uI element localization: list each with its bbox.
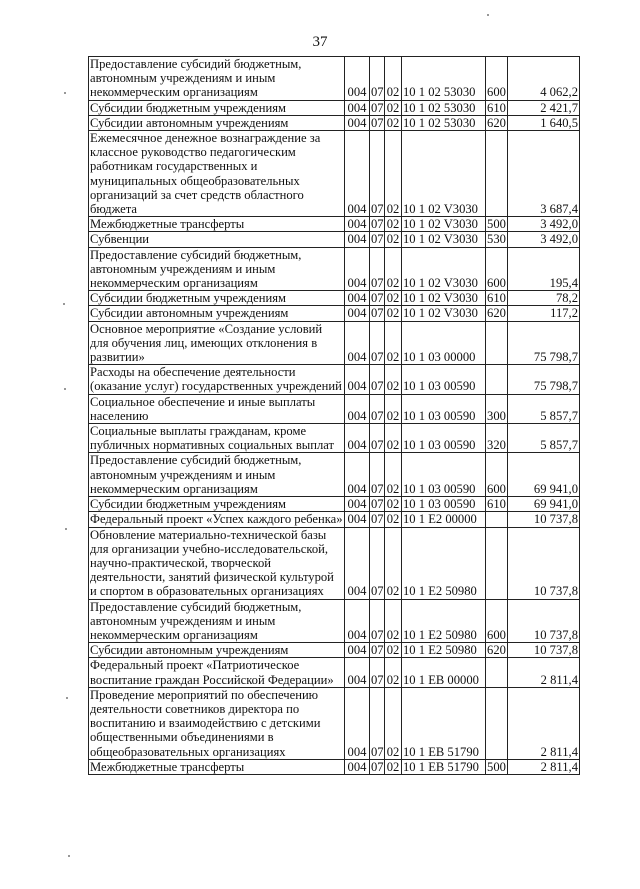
- expense-type-cell: [486, 687, 508, 759]
- expense-type-cell: [486, 527, 508, 599]
- section-code-cell: 07: [371, 497, 384, 512]
- expense-type-cell: 500: [487, 217, 506, 232]
- ministry-code-cell: 004: [345, 115, 370, 130]
- expense-type-cell: 600: [486, 57, 508, 101]
- target-article-cell: 10 1 E2 00000: [402, 512, 486, 527]
- amount-cell: 1 640,5: [508, 115, 580, 130]
- section-code-cell: 07: [371, 306, 384, 321]
- table-row: [89, 643, 580, 658]
- target-article-cell: 10 1 EB 00000: [402, 658, 486, 687]
- subsection-code-cell: 02: [385, 643, 402, 658]
- target-article-cell: 10 1 02 V3030: [402, 217, 486, 232]
- scan-speck: [63, 303, 65, 305]
- subsection-code-cell: 02: [385, 497, 402, 512]
- section-code-cell: 07: [370, 57, 385, 101]
- section-code-cell: 07: [370, 247, 385, 291]
- row-name-cell: Социальное обеспечение и иные выплаты населению: [89, 394, 345, 423]
- table-row: [89, 115, 580, 130]
- expense-type-cell: 620: [487, 643, 506, 658]
- scan-speck: [66, 697, 68, 699]
- expense-type-cell: 610: [487, 497, 506, 512]
- target-article-cell: 10 1 03 00000: [402, 321, 486, 365]
- row-name-cell: Субсидии бюджетным учреждениям: [89, 100, 345, 115]
- row-name-cell: Ежемесячное денежное вознаграждение за классное руководство педагогическим работникам государственных и муниципальных общеобразовательных организаций за счет средств областного бюджета: [89, 131, 345, 217]
- expense-type-cell: 610: [487, 291, 506, 306]
- subsection-code-cell: 02: [385, 100, 402, 115]
- amount-cell: 69 941,0: [508, 497, 580, 512]
- subsection-code-cell: 02: [385, 321, 402, 365]
- amount-cell: 2 811,4: [508, 687, 580, 759]
- section-code-cell: 07: [371, 512, 384, 527]
- amount-cell: 2 421,7: [508, 100, 580, 115]
- ministry-code-cell: 004: [345, 232, 370, 247]
- table-row: [89, 247, 580, 291]
- amount-cell: 75 798,7: [508, 365, 580, 394]
- target-article-cell: 10 1 E2 50980: [402, 599, 486, 643]
- table-row: [89, 217, 580, 232]
- ministry-code-cell: 004: [345, 658, 370, 687]
- table-row: [89, 658, 580, 687]
- scan-speck: [68, 855, 70, 857]
- expense-type-cell: 600: [486, 247, 508, 291]
- subsection-code-cell: 02: [385, 527, 402, 599]
- target-article-cell: 10 1 03 00590: [402, 497, 486, 512]
- section-code-cell: 07: [370, 453, 385, 497]
- subsection-code-cell: 02: [385, 687, 402, 759]
- subsection-code-cell: 02: [385, 453, 402, 497]
- target-article-cell: 10 1 03 00590: [402, 394, 486, 423]
- row-name-cell: Межбюджетные трансферты: [89, 759, 345, 774]
- table-row: [89, 759, 580, 774]
- ministry-code-cell: 004: [345, 131, 370, 217]
- amount-cell: 4 062,2: [508, 57, 580, 101]
- amount-cell: 10 737,8: [508, 599, 580, 643]
- row-name-cell: Федеральный проект «Успех каждого ребенка»: [90, 512, 343, 527]
- row-name-cell: Субсидии бюджетным учреждениям: [89, 291, 345, 306]
- row-name-cell: Предоставление субсидий бюджетным, автономным учреждениям и иным некоммерческим организациям: [89, 599, 345, 643]
- row-name-cell: Расходы на обеспечение деятельности (оказание услуг) государственных учреждений: [89, 365, 345, 394]
- ministry-code-cell: 004: [345, 321, 370, 365]
- expense-type-cell: 620: [487, 115, 506, 130]
- ministry-code-cell: 004: [345, 291, 370, 306]
- section-code-cell: 07: [371, 291, 384, 306]
- section-code-cell: 07: [371, 100, 384, 115]
- target-article-cell: 10 1 03 00590: [402, 453, 486, 497]
- expense-type-cell: 600: [486, 599, 508, 643]
- amount-cell: 5 857,7: [508, 424, 580, 453]
- section-code-cell: 07: [371, 759, 384, 774]
- ministry-code-cell: 004: [345, 759, 370, 774]
- ministry-code-cell: 004: [345, 100, 370, 115]
- table-row: [89, 687, 580, 759]
- ministry-code-cell: 004: [345, 306, 370, 321]
- subsection-code-cell: 02: [385, 131, 402, 217]
- ministry-code-cell: 004: [345, 424, 370, 453]
- table-row: [89, 497, 580, 512]
- table-row: [89, 512, 580, 527]
- subsection-code-cell: 02: [385, 232, 402, 247]
- section-code-cell: 07: [370, 424, 385, 453]
- scan-speck: [64, 92, 66, 94]
- target-article-cell: 10 1 02 V3030: [402, 306, 486, 321]
- section-code-cell: 07: [371, 115, 384, 130]
- table-row: [89, 394, 580, 423]
- expense-type-cell: 610: [487, 100, 506, 115]
- subsection-code-cell: 02: [385, 115, 402, 130]
- target-article-cell: 10 1 03 00590: [402, 365, 486, 394]
- row-name-cell: Субсидии автономным учреждениям: [89, 643, 345, 658]
- amount-cell: 117,2: [508, 306, 580, 321]
- page-number: 37: [312, 34, 328, 50]
- expense-type-cell: [486, 131, 508, 217]
- ministry-code-cell: 004: [345, 643, 370, 658]
- target-article-cell: 10 1 02 53030: [402, 100, 486, 115]
- table-row: [89, 424, 580, 453]
- target-article-cell: 10 1 EB 51790: [402, 759, 486, 774]
- amount-cell: 5 857,7: [508, 394, 580, 423]
- amount-cell: 10 737,8: [508, 643, 580, 658]
- subsection-code-cell: 02: [385, 599, 402, 643]
- row-name-cell: Субвенции: [89, 232, 345, 247]
- target-article-cell: 10 1 E2 50980: [402, 527, 486, 599]
- table-row: [89, 100, 580, 115]
- section-code-cell: 07: [370, 131, 385, 217]
- subsection-code-cell: 02: [385, 217, 402, 232]
- target-article-cell: 10 1 02 V3030: [402, 291, 486, 306]
- ministry-code-cell: 004: [345, 365, 370, 394]
- section-code-cell: 07: [370, 527, 385, 599]
- section-code-cell: 07: [370, 321, 385, 365]
- section-code-cell: 07: [370, 687, 385, 759]
- row-name-cell: Предоставление субсидий бюджетным, автономным учреждениям и иным некоммерческим организациям: [89, 453, 345, 497]
- target-article-cell: 10 1 02 53030: [402, 115, 486, 130]
- ministry-code-cell: 004: [345, 599, 370, 643]
- expense-type-cell: [486, 658, 508, 687]
- table-row: [89, 453, 580, 497]
- table-row: [89, 306, 580, 321]
- budget-table: [88, 56, 580, 775]
- scan-speck: [65, 528, 67, 530]
- row-name-cell: Проведение мероприятий по обеспечению деятельности советников директора по воспитанию и взаимодействию с детскими общественными объединениями в общеобразовательных организациях: [89, 687, 345, 759]
- expense-type-cell: 500: [487, 759, 506, 774]
- amount-cell: 3 492,0: [508, 217, 580, 232]
- table-row: [89, 232, 580, 247]
- subsection-code-cell: 02: [385, 658, 402, 687]
- table-row: [89, 599, 580, 643]
- amount-cell: 2 811,4: [508, 658, 580, 687]
- ministry-code-cell: 004: [345, 687, 370, 759]
- target-article-cell: 10 1 02 V3030: [402, 247, 486, 291]
- subsection-code-cell: 02: [385, 365, 402, 394]
- expense-type-cell: 320: [486, 424, 508, 453]
- target-article-cell: 10 1 03 00590: [402, 424, 486, 453]
- table-row: [89, 321, 580, 365]
- subsection-code-cell: 02: [385, 394, 402, 423]
- expense-type-cell: 620: [487, 306, 506, 321]
- row-name-cell: Предоставление субсидий бюджетным, автономным учреждениям и иным некоммерческим организациям: [89, 57, 345, 101]
- subsection-code-cell: 02: [385, 291, 402, 306]
- expense-type-cell: 300: [486, 394, 508, 423]
- section-code-cell: 07: [371, 217, 384, 232]
- section-code-cell: 07: [370, 599, 385, 643]
- subsection-code-cell: 02: [385, 57, 402, 101]
- target-article-cell: 10 1 02 V3030: [402, 131, 486, 217]
- ministry-code-cell: 004: [345, 217, 370, 232]
- section-code-cell: 07: [371, 232, 384, 247]
- row-name-cell: Обновление материально-технической базы для организации учебно-исследовательской, научно-практической, творческой деятельности, занятий физической культурой и спортом в образовательных организациях: [89, 527, 345, 599]
- section-code-cell: 07: [371, 643, 384, 658]
- table-row: [89, 291, 580, 306]
- ministry-code-cell: 004: [345, 394, 370, 423]
- scan-speck: [487, 14, 489, 16]
- amount-cell: 69 941,0: [508, 453, 580, 497]
- expense-type-cell: [486, 365, 508, 394]
- subsection-code-cell: 02: [385, 424, 402, 453]
- subsection-code-cell: 02: [385, 306, 402, 321]
- row-name-cell: Субсидии автономным учреждениям: [89, 306, 345, 321]
- row-name-cell: Субсидии автономным учреждениям: [89, 115, 345, 130]
- amount-cell: 2 811,4: [508, 759, 580, 774]
- row-name-cell: Межбюджетные трансферты: [89, 217, 345, 232]
- row-name-cell: Федеральный проект «Патриотическое воспитание граждан Российской Федерации»: [89, 658, 345, 687]
- table-row: [89, 527, 580, 599]
- expense-type-cell: [486, 512, 508, 527]
- subsection-code-cell: 02: [385, 759, 402, 774]
- row-name-cell: Предоставление субсидий бюджетным, автономным учреждениям и иным некоммерческим организациям: [89, 247, 345, 291]
- ministry-code-cell: 004: [345, 453, 370, 497]
- expense-type-cell: 600: [486, 453, 508, 497]
- subsection-code-cell: 02: [385, 512, 402, 527]
- expense-type-cell: 530: [487, 232, 506, 247]
- ministry-code-cell: 004: [345, 57, 370, 101]
- expense-type-cell: [486, 321, 508, 365]
- amount-cell: 3 492,0: [508, 232, 580, 247]
- ministry-code-cell: 004: [345, 512, 370, 527]
- ministry-code-cell: 004: [345, 497, 370, 512]
- row-name-cell: Социальные выплаты гражданам, кроме публичных нормативных социальных выплат: [89, 424, 345, 453]
- amount-cell: 75 798,7: [508, 321, 580, 365]
- section-code-cell: 07: [370, 658, 385, 687]
- target-article-cell: 10 1 02 53030: [402, 57, 486, 101]
- subsection-code-cell: 02: [385, 247, 402, 291]
- table-row: [89, 57, 580, 101]
- amount-cell: 10 737,8: [508, 512, 580, 527]
- target-article-cell: 10 1 E2 50980: [402, 643, 486, 658]
- amount-cell: 78,2: [508, 291, 580, 306]
- scan-speck: [64, 388, 66, 390]
- amount-cell: 195,4: [508, 247, 580, 291]
- amount-cell: 3 687,4: [508, 131, 580, 217]
- section-code-cell: 07: [370, 365, 385, 394]
- target-article-cell: 10 1 EB 51790: [402, 687, 486, 759]
- section-code-cell: 07: [370, 394, 385, 423]
- ministry-code-cell: 004: [345, 247, 370, 291]
- table-row: [89, 131, 580, 217]
- amount-cell: 10 737,8: [508, 527, 580, 599]
- target-article-cell: 10 1 02 V3030: [402, 232, 486, 247]
- ministry-code-cell: 004: [345, 527, 370, 599]
- table-row: [89, 365, 580, 394]
- row-name-cell: Основное мероприятие «Создание условий для обучения лиц, имеющих отклонения в развитии»: [89, 321, 345, 365]
- row-name-cell: Субсидии бюджетным учреждениям: [89, 497, 345, 512]
